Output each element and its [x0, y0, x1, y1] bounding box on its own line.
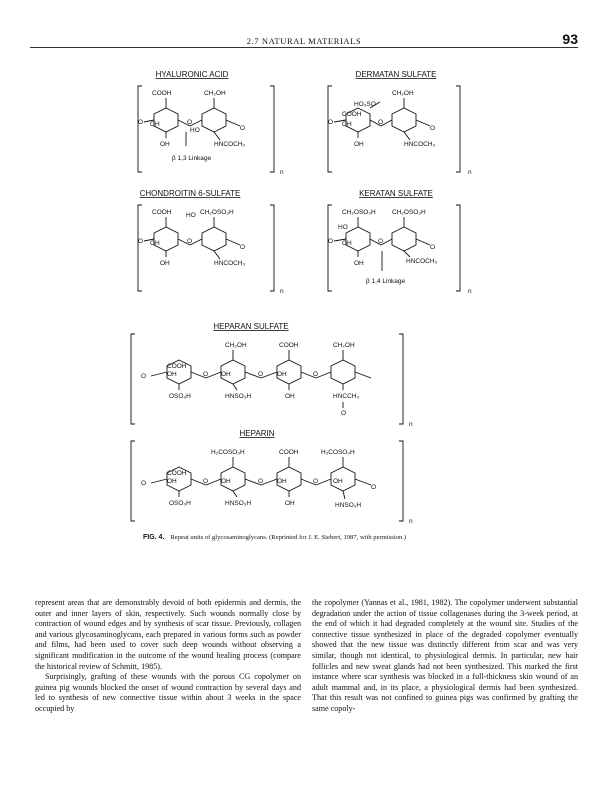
- structure-keratan-sulfate: [320, 187, 480, 297]
- chemical-group-label: n: [468, 169, 472, 176]
- structure-title: DERMATAN SULFATE: [355, 70, 437, 79]
- chemical-bond: [233, 384, 237, 390]
- repeat-bracket: [270, 205, 274, 291]
- body-column-left: [35, 598, 301, 715]
- page-number: 93: [562, 31, 578, 47]
- structure-title: HYALURONIC ACID: [155, 70, 229, 79]
- chemical-group-label: O: [141, 373, 147, 380]
- structure-title: KERATAN SULFATE: [359, 189, 433, 198]
- chemical-group-label: O: [203, 371, 209, 378]
- chemical-group-label: O: [313, 478, 319, 485]
- structure-dermatan-sulfate: [320, 68, 480, 178]
- sugar-ring: [346, 227, 370, 251]
- chemical-group-label: O: [187, 119, 193, 126]
- chemical-bond: [404, 132, 410, 140]
- chemical-bond: [151, 372, 167, 376]
- chemical-group-label: CH₂OH: [204, 90, 226, 97]
- chemical-group-label: CH₂OH: [333, 342, 355, 349]
- running-header: [30, 31, 578, 48]
- chemical-group-label: O: [203, 478, 209, 485]
- chemical-group-label: O: [328, 119, 334, 126]
- chemical-group-label: OSO₃H: [169, 500, 191, 507]
- chemical-group-label: n: [409, 518, 413, 525]
- chemical-group-label: O: [430, 244, 436, 251]
- chemical-group-label: n: [280, 169, 284, 176]
- chemical-group-label: O: [313, 371, 319, 378]
- chemical-group-label: COOH: [279, 449, 299, 456]
- structure-title: HEPARIN: [239, 429, 275, 438]
- chemical-bond: [404, 251, 410, 257]
- chemical-bond: [355, 372, 371, 378]
- structure-heparin: [141, 427, 435, 527]
- structure-hyaluronic-acid: [130, 68, 290, 178]
- structure-heparan-sulfate: [141, 320, 435, 430]
- chemical-group-label: β 1,3 Linkage: [172, 155, 212, 162]
- repeat-bracket: [270, 86, 274, 172]
- chemical-group-label: CH₂OH: [392, 90, 414, 97]
- structure-title: HEPARAN SULFATE: [213, 322, 289, 331]
- repeat-bracket: [138, 205, 142, 291]
- chemical-group-label: O: [240, 125, 246, 132]
- chemical-bond: [261, 372, 277, 378]
- chemical-group-label: O: [138, 119, 144, 126]
- chemical-group-label: HO: [186, 212, 196, 219]
- header-rule: [30, 47, 578, 48]
- figure-caption-text: Repeat units of glycosaminoglycans. (Reprinted for J. E. Siebert, 1987, with permission.): [170, 534, 407, 541]
- sugar-ring: [154, 227, 178, 251]
- repeat-bracket: [456, 86, 460, 172]
- structure-chondroitin-6-sulfate: [130, 187, 290, 297]
- body-column-right: [312, 598, 578, 715]
- chemical-group-label: O: [138, 238, 144, 245]
- chemical-group-label: OH: [333, 478, 343, 485]
- chemical-group-label: O: [371, 484, 377, 491]
- repeat-bracket: [456, 205, 460, 291]
- repeat-bracket: [131, 441, 135, 521]
- chemical-group-label: O: [187, 238, 193, 245]
- chemical-group-label: n: [409, 421, 413, 428]
- chemical-bond: [151, 479, 167, 483]
- chemical-bond: [233, 491, 237, 497]
- chemical-bond: [261, 479, 277, 485]
- chemical-group-label: H₂COSO₃H: [211, 449, 245, 456]
- chemical-group-label: OH: [354, 141, 364, 148]
- chemical-group-label: OH: [221, 478, 231, 485]
- sugar-ring: [202, 108, 226, 132]
- paragraph: represent areas that are demonstrably devoid of both epidermis and dermis, the outer and inner layers of skin, respectively. Such wounds normally close by contraction of wound edges and by synthesis of scar tissue. Previously, collagen and various glycosaminoglycans, each prepared in various forms such as powder and films, had been used to cover such deep wounds without observing a significant modification in the outcome of the wound healing process (compare the historical review of Schmitt, 1985).: [35, 598, 301, 671]
- sugar-ring: [392, 227, 416, 251]
- chemical-bond: [416, 120, 430, 126]
- chemical-group-label: OH: [160, 141, 170, 148]
- chemical-group-label: H₂COSO₃H: [321, 449, 355, 456]
- chemical-group-label: CH₂OSO₃H: [200, 209, 234, 216]
- repeat-bracket: [328, 205, 332, 291]
- chemical-group-label: O: [240, 244, 246, 251]
- chemical-group-label: O: [328, 238, 334, 245]
- chemical-group-label: n: [468, 288, 472, 295]
- chemical-group-label: HO: [190, 127, 200, 134]
- sugar-ring: [392, 108, 416, 132]
- chemical-bond: [343, 491, 345, 499]
- chemical-bond: [226, 120, 240, 126]
- chemical-group-label: COOH: [279, 342, 299, 349]
- chemical-group-label: OH: [221, 371, 231, 378]
- chemical-group-label: CH₂OSO₃H: [392, 209, 426, 216]
- repeat-bracket: [138, 86, 142, 172]
- chemical-group-label: n: [280, 288, 284, 295]
- chemical-group-label: OH: [277, 478, 287, 485]
- repeat-bracket: [131, 334, 135, 424]
- chemical-group-label: COOH: [152, 90, 172, 97]
- chemical-group-label: HNCOCH₃: [214, 260, 246, 267]
- chemical-group-label: OH: [150, 240, 160, 247]
- chemical-group-label: HNCOCH₃: [214, 141, 246, 148]
- chemical-bond: [226, 239, 240, 245]
- chemical-group-label: HO: [338, 224, 348, 231]
- chemical-group-label: OH: [167, 478, 177, 485]
- chemical-bond: [416, 239, 430, 245]
- chemical-group-label: HNCCH₃: [333, 393, 360, 400]
- chemical-bond: [214, 132, 220, 140]
- chemical-group-label: COOH: [167, 363, 187, 370]
- chemical-group-label: O: [258, 478, 264, 485]
- chemical-group-label: HNSO₃H: [335, 502, 362, 509]
- figure-label: FIG. 4.: [143, 534, 165, 541]
- chemical-bond: [316, 372, 331, 378]
- chemical-group-label: O: [341, 410, 347, 417]
- chemical-group-label: O: [141, 480, 147, 487]
- chemical-group-label: CH₂OH: [225, 342, 247, 349]
- paragraph: Surprisingly, grafting of these wounds with the porous CG copolymer on guinea pig wounds blocked the onset of wound contraction by several days and led to synthesis of new connective tissue within about 3 weeks in the space occupied by: [35, 672, 301, 713]
- structure-title: CHONDROITIN 6-SULFATE: [139, 189, 241, 198]
- chemical-group-label: O: [258, 371, 264, 378]
- chemical-group-label: OH: [150, 121, 160, 128]
- repeat-bracket: [399, 334, 403, 424]
- chemical-group-label: OH: [342, 240, 352, 247]
- chemical-group-label: OSO₃H: [169, 393, 191, 400]
- figure-caption: [143, 534, 583, 541]
- chemical-group-label: O: [430, 125, 436, 132]
- chemical-group-label: HNSO₃H: [225, 393, 252, 400]
- paragraph: the copolymer (Yannas et al., 1981, 1982). The copolymer underwent substantial degradation under the action of tissue collagenases during the 3-week period, at the end of which it had degraded completely at the wound site. Studies of the connective tissue synthesized in place of the degraded copolymer eventually showed that the new tissue was distinctly different from scar and was very similar, though not identical, to physiological dermis. In particular, new hair follicles and new sweat glands had not been synthesized. This marked the first instance where scar synthesis was blocked in a full-thickness skin wound of an adult mammal and, in its place, a physiological dermis had been synthesized. That this result was not confined to guinea pigs was confirmed by grafting the same copoly-: [312, 598, 578, 713]
- chemical-group-label: CH₂OSO₃H: [342, 209, 376, 216]
- chemical-bond: [316, 479, 331, 485]
- sugar-ring: [154, 108, 178, 132]
- chemical-group-label: β 1,4 Linkage: [366, 278, 406, 285]
- chemical-group-label: OH: [167, 371, 177, 378]
- chemical-group-label: HNCOCH₃: [406, 258, 438, 265]
- chemical-group-label: COOH: [152, 209, 172, 216]
- running-title: 2.7 NATURAL MATERIALS: [246, 36, 362, 46]
- chemical-bond: [355, 479, 371, 485]
- repeat-bracket: [328, 86, 332, 172]
- chemical-group-label: HO₃SO: [354, 101, 376, 108]
- chemical-group-label: OH: [285, 393, 295, 400]
- chemical-bond: [214, 251, 220, 259]
- chemical-bond: [206, 479, 221, 485]
- chemical-group-label: COOH: [167, 470, 187, 477]
- repeat-bracket: [399, 441, 403, 521]
- chemical-group-label: HNCOCH₃: [404, 141, 436, 148]
- chemical-group-label: OH: [277, 371, 287, 378]
- sugar-ring: [202, 227, 226, 251]
- chemical-group-label: COOH: [342, 111, 362, 118]
- sugar-ring: [331, 360, 355, 384]
- chemical-group-label: HNSO₃H: [225, 500, 252, 507]
- chemical-group-label: O: [378, 238, 384, 245]
- chemical-group-label: OH: [342, 121, 352, 128]
- chemical-group-label: O: [378, 119, 384, 126]
- chemical-bond: [206, 372, 221, 378]
- chemical-group-label: OH: [160, 260, 170, 267]
- chemical-group-label: OH: [354, 260, 364, 267]
- chemical-group-label: OH: [285, 500, 295, 507]
